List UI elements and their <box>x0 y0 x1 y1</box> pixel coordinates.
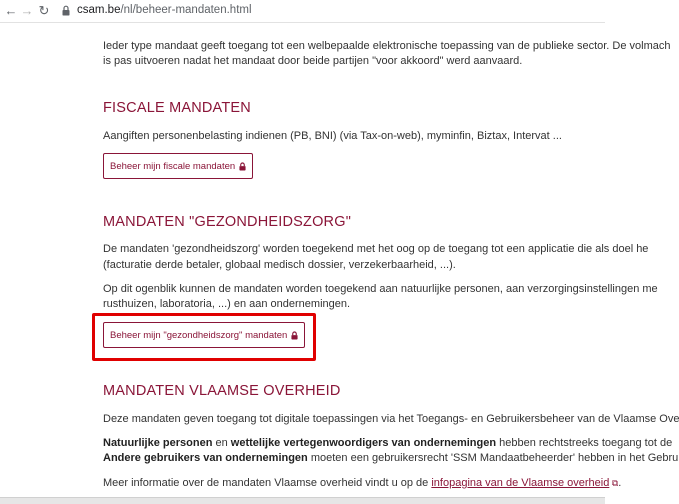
browser-toolbar <box>0 0 605 23</box>
intro-line-1: Ieder type mandaat geeft toegang tot een welbepaalde elektronische toepassing van de publieke sector. De volmach <box>103 40 671 52</box>
health-heading: MANDATEN "GEZONDHEIDSZORG" <box>103 214 352 230</box>
url-host: csam.be <box>77 4 121 16</box>
flemish-info-page-link[interactable]: infopagina van de Vlaamse overheid <box>431 477 610 489</box>
fiscal-text: Aangiften personenbelasting indienen (PB, BNI) (via Tax-on-web), myminfin, Biztax, Intervat ... <box>103 130 562 142</box>
other-users-label: Andere gebruikers van ondernemingen <box>103 452 308 464</box>
lock-icon <box>291 331 298 340</box>
button-label: Beheer mijn "gezondheidszorg" mandaten <box>110 329 288 341</box>
health-text-2-line-1: Op dit ogenblik kunnen de mandaten worden toegekend aan natuurlijke personen, aan verzorgingsinstellingen me <box>103 283 658 295</box>
fiscal-heading: FISCALE MANDATEN <box>103 100 251 116</box>
health-text-1-line-1: De mandaten 'gezondheidszorg' worden toegekend met het oog op de toegang tot een applicatie die als doel he <box>103 243 649 255</box>
flemish-text-2-line-2 <box>103 451 679 467</box>
address-bar[interactable] <box>77 4 252 16</box>
lock-icon <box>239 162 246 171</box>
legal-representatives-label: wettelijke vertegenwoordigers van ondernemingen <box>230 437 497 449</box>
reload-icon[interactable]: ↻ <box>38 3 50 18</box>
flemish-text-3-rest: moeten een gebruikersrecht 'SSM Mandaatbeheerder' hebben in het Gebru <box>307 452 679 464</box>
forward-arrow-icon[interactable]: → <box>20 3 34 18</box>
flemish-heading: MANDATEN VLAAMSE OVERHEID <box>103 383 341 399</box>
manage-health-mandates-button[interactable] <box>103 322 305 348</box>
intro-line-2: is pas uitvoeren nadat het mandaat door beide partijen "voor akkoord" werd aanvaard. <box>103 55 523 67</box>
flemish-more-info <box>103 476 622 492</box>
taskbar-edge <box>0 497 605 504</box>
health-text-1-line-2: (facturatie derde betaler, globaal medisch dossier, verzekerbaarheid, ...). <box>103 259 456 271</box>
back-arrow-icon[interactable]: ← <box>4 3 18 18</box>
natural-persons-label: Natuurlijke personen <box>103 437 213 449</box>
more-info-prefix: Meer informatie over de mandaten Vlaamse overheid vindt u op de <box>103 477 432 489</box>
external-link-icon: ⧉ <box>609 478 619 488</box>
page-content <box>0 22 679 503</box>
flemish-text-1: Deze mandaten geven toegang tot digitale toepassingen via het Toegangs- en Gebruikersbeheer van de Vlaamse Ove <box>103 413 679 425</box>
button-label: Beheer mijn fiscale mandaten <box>110 160 236 172</box>
connector-text: en <box>212 437 231 449</box>
flemish-text-2-line-1 <box>103 436 673 452</box>
lock-icon <box>62 5 70 16</box>
flemish-text-2-rest: hebben rechtstreeks toegang tot de <box>496 437 673 449</box>
url-path: /nl/beheer-mandaten.html <box>120 4 252 16</box>
manage-fiscal-mandates-button[interactable] <box>103 153 253 179</box>
health-text-2-line-2: rusthuizen, laboratoria, ...) en aan ondernemingen. <box>103 298 351 310</box>
more-info-suffix: . <box>618 477 622 489</box>
